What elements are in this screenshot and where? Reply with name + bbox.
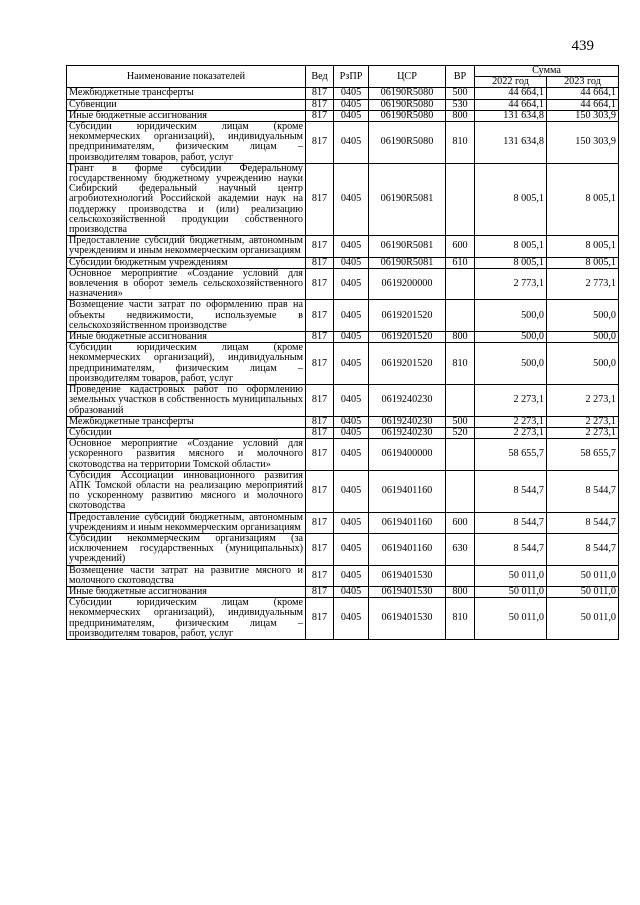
table-row: [67, 332, 619, 343]
cell-sum-2023: 8 005,1: [547, 236, 619, 257]
cell-csr: 0619400000: [369, 439, 446, 471]
cell-rzpr: 0405: [334, 110, 369, 121]
cell-sum-2023: 150 303,9: [547, 110, 619, 121]
cell-ved: 817: [306, 598, 334, 640]
cell-vr: 810: [446, 122, 475, 164]
cell-name: Межбюджетные трансферты: [67, 88, 306, 99]
cell-name: Проведение кадастровых работ по оформлению земельных участков в собственность муниципальных образований: [67, 385, 306, 417]
cell-sum-2022: 50 011,0: [475, 565, 547, 586]
cell-name: Субвенции: [67, 99, 306, 110]
cell-sum-2023: 500,0: [547, 343, 619, 385]
cell-sum-2022: 8 544,7: [475, 470, 547, 512]
cell-vr: [446, 439, 475, 471]
cell-name: Предоставление субсидий бюджетным, автономным учреждениям и иным некоммерческим организациям: [67, 512, 306, 533]
cell-vr: [446, 385, 475, 417]
table-row: [67, 163, 619, 235]
cell-name: Основное мероприятие «Создание условий для вовлечения в оборот земель сельскохозяйственного назначения»: [67, 268, 306, 300]
header-rzpr: РзПР: [334, 66, 369, 88]
cell-csr: 06190R5081: [369, 257, 446, 268]
cell-rzpr: 0405: [334, 236, 369, 257]
cell-vr: [446, 300, 475, 332]
table-row: [67, 110, 619, 121]
table-header: [67, 66, 619, 88]
cell-name: Субсидия Ассоциации инновационного развития АПК Томской области на реализацию мероприятий по ускоренному развитию мясного и молочного скотоводства: [67, 470, 306, 512]
cell-sum-2023: 500,0: [547, 300, 619, 332]
cell-csr: 0619401160: [369, 470, 446, 512]
cell-name: Субсидии бюджетным учреждениям: [67, 257, 306, 268]
cell-csr: 0619201520: [369, 300, 446, 332]
cell-rzpr: 0405: [334, 512, 369, 533]
cell-csr: 0619401530: [369, 598, 446, 640]
cell-ved: 817: [306, 565, 334, 586]
table-row: [67, 586, 619, 597]
table-row: [67, 598, 619, 640]
cell-vr: 500: [446, 88, 475, 99]
cell-vr: 810: [446, 598, 475, 640]
cell-rzpr: 0405: [334, 268, 369, 300]
cell-rzpr: 0405: [334, 439, 369, 471]
cell-vr: 630: [446, 533, 475, 565]
cell-vr: 800: [446, 332, 475, 343]
table-row: [67, 416, 619, 427]
cell-ved: 817: [306, 122, 334, 164]
table-row: [67, 122, 619, 164]
cell-vr: 530: [446, 99, 475, 110]
table-row: [67, 300, 619, 332]
cell-ved: 817: [306, 427, 334, 438]
cell-sum-2022: 8 544,7: [475, 512, 547, 533]
cell-csr: 0619240230: [369, 416, 446, 427]
table-row: [67, 427, 619, 438]
cell-sum-2022: 50 011,0: [475, 598, 547, 640]
cell-sum-2023: 44 664,1: [547, 88, 619, 99]
cell-name: Субсидии юридическим лицам (кроме некоммерческих организаций), индивидуальным предпринимателям, физическим лицам – производителям товаров, работ, услуг: [67, 598, 306, 640]
cell-sum-2022: 44 664,1: [475, 88, 547, 99]
cell-name: Субсидии юридическим лицам (кроме некоммерческих организаций), индивидуальным предпринимателям, физическим лицам – производителям товаров, работ, услуг: [67, 122, 306, 164]
cell-ved: 817: [306, 99, 334, 110]
cell-vr: 500: [446, 416, 475, 427]
cell-vr: 810: [446, 343, 475, 385]
cell-ved: 817: [306, 385, 334, 417]
cell-ved: 817: [306, 163, 334, 235]
cell-sum-2023: 8 544,7: [547, 512, 619, 533]
cell-rzpr: 0405: [334, 99, 369, 110]
cell-vr: 800: [446, 586, 475, 597]
cell-rzpr: 0405: [334, 332, 369, 343]
header-vr: ВР: [446, 66, 475, 88]
cell-rzpr: 0405: [334, 586, 369, 597]
cell-csr: 0619401160: [369, 512, 446, 533]
cell-vr: 610: [446, 257, 475, 268]
cell-ved: 817: [306, 439, 334, 471]
cell-sum-2022: 500,0: [475, 300, 547, 332]
cell-sum-2023: 8 005,1: [547, 163, 619, 235]
table-row: [67, 257, 619, 268]
cell-rzpr: 0405: [334, 163, 369, 235]
cell-sum-2023: 2 273,1: [547, 416, 619, 427]
table-row: [67, 88, 619, 99]
cell-sum-2023: 50 011,0: [547, 586, 619, 597]
cell-name: Субсидии юридическим лицам (кроме некоммерческих организаций), индивидуальным предпринимателям, физическим лицам – производителям товаров, работ, услуг: [67, 343, 306, 385]
cell-ved: 817: [306, 332, 334, 343]
cell-csr: 0619201520: [369, 332, 446, 343]
cell-ved: 817: [306, 533, 334, 565]
cell-vr: [446, 268, 475, 300]
cell-sum-2022: 2 273,1: [475, 416, 547, 427]
table-row: [67, 470, 619, 512]
table-row: [67, 512, 619, 533]
cell-vr: [446, 470, 475, 512]
cell-rzpr: 0405: [334, 470, 369, 512]
cell-name: Предоставление субсидий бюджетным, автономным учреждениям и иным некоммерческим организациям: [67, 236, 306, 257]
cell-csr: 06190R5081: [369, 236, 446, 257]
cell-sum-2023: 50 011,0: [547, 598, 619, 640]
cell-name: Возмещение части затрат по оформлению прав на объекты недвижимости, используемые в сельскохозяйственном производстве: [67, 300, 306, 332]
cell-ved: 817: [306, 470, 334, 512]
cell-vr: 600: [446, 236, 475, 257]
cell-ved: 817: [306, 257, 334, 268]
cell-name: Субсидии: [67, 427, 306, 438]
cell-sum-2023: 44 664,1: [547, 99, 619, 110]
cell-name: Межбюджетные трансферты: [67, 416, 306, 427]
cell-csr: 06190R5080: [369, 122, 446, 164]
table-row: [67, 236, 619, 257]
cell-sum-2022: 58 655,7: [475, 439, 547, 471]
cell-ved: 817: [306, 88, 334, 99]
cell-name: Субсидии некоммерческим организациям (за исключением государственных (муниципальных) учреждений): [67, 533, 306, 565]
cell-vr: 600: [446, 512, 475, 533]
cell-rzpr: 0405: [334, 533, 369, 565]
cell-csr: 0619401530: [369, 565, 446, 586]
cell-ved: 817: [306, 586, 334, 597]
header-year-2023: 2023 год: [547, 77, 619, 88]
cell-vr: [446, 163, 475, 235]
header-ved: Вед: [306, 66, 334, 88]
cell-sum-2023: 8 544,7: [547, 533, 619, 565]
table-row: [67, 343, 619, 385]
cell-ved: 817: [306, 512, 334, 533]
cell-rzpr: 0405: [334, 416, 369, 427]
cell-rzpr: 0405: [334, 88, 369, 99]
table-row: [67, 99, 619, 110]
cell-vr: 520: [446, 427, 475, 438]
cell-sum-2022: 131 634,8: [475, 110, 547, 121]
cell-name: Иные бюджетные ассигнования: [67, 586, 306, 597]
header-sum: Сумма: [475, 66, 619, 77]
cell-sum-2023: 2 773,1: [547, 268, 619, 300]
cell-sum-2022: 131 634,8: [475, 122, 547, 164]
cell-sum-2022: 44 664,1: [475, 99, 547, 110]
cell-sum-2023: 2 273,1: [547, 385, 619, 417]
table-row: [67, 268, 619, 300]
cell-rzpr: 0405: [334, 385, 369, 417]
table-row: [67, 439, 619, 471]
cell-sum-2022: 8 005,1: [475, 236, 547, 257]
table-row: [67, 565, 619, 586]
cell-ved: 817: [306, 343, 334, 385]
cell-sum-2023: 150 303,9: [547, 122, 619, 164]
cell-ved: 817: [306, 300, 334, 332]
cell-vr: 800: [446, 110, 475, 121]
cell-ved: 817: [306, 268, 334, 300]
cell-sum-2022: 500,0: [475, 332, 547, 343]
cell-csr: 0619200000: [369, 268, 446, 300]
cell-sum-2022: 2 773,1: [475, 268, 547, 300]
cell-name: Основное мероприятие «Создание условий для ускоренного развития мясного и молочного скотоводства на территории Томской области»: [67, 439, 306, 471]
cell-sum-2023: 500,0: [547, 332, 619, 343]
cell-sum-2022: 8 005,1: [475, 163, 547, 235]
cell-name: Грант в форме субсидии Федеральному государственному бюджетному учреждению науки Сибирский федеральный научный центр агробиотехнологий Российской академии наук на поддержку производства и (или) реализацию сельскохозяйственной продукции собственного производства: [67, 163, 306, 235]
header-year-2022: 2022 год: [475, 77, 547, 88]
page-number: 439: [571, 38, 594, 54]
cell-csr: 0619201520: [369, 343, 446, 385]
cell-ved: 817: [306, 110, 334, 121]
cell-rzpr: 0405: [334, 598, 369, 640]
cell-ved: 817: [306, 236, 334, 257]
cell-name: Иные бюджетные ассигнования: [67, 332, 306, 343]
cell-rzpr: 0405: [334, 300, 369, 332]
cell-rzpr: 0405: [334, 257, 369, 268]
cell-sum-2023: 2 273,1: [547, 427, 619, 438]
cell-sum-2022: 2 273,1: [475, 385, 547, 417]
cell-sum-2023: 58 655,7: [547, 439, 619, 471]
table-body: [67, 88, 619, 640]
cell-csr: 0619240230: [369, 385, 446, 417]
cell-name: Иные бюджетные ассигнования: [67, 110, 306, 121]
cell-sum-2022: 8 005,1: [475, 257, 547, 268]
cell-csr: 0619401160: [369, 533, 446, 565]
cell-sum-2022: 2 273,1: [475, 427, 547, 438]
cell-ved: 817: [306, 416, 334, 427]
cell-rzpr: 0405: [334, 565, 369, 586]
cell-csr: 06190R5081: [369, 163, 446, 235]
cell-rzpr: 0405: [334, 343, 369, 385]
cell-rzpr: 0405: [334, 122, 369, 164]
cell-sum-2023: 8 005,1: [547, 257, 619, 268]
cell-csr: 06190R5080: [369, 110, 446, 121]
cell-sum-2023: 8 544,7: [547, 470, 619, 512]
cell-csr: 0619240230: [369, 427, 446, 438]
cell-sum-2022: 8 544,7: [475, 533, 547, 565]
cell-vr: [446, 565, 475, 586]
header-name: Наименование показателей: [67, 66, 306, 88]
cell-csr: 06190R5080: [369, 99, 446, 110]
cell-csr: 06190R5080: [369, 88, 446, 99]
table-row: [67, 385, 619, 417]
cell-csr: 0619401530: [369, 586, 446, 597]
cell-rzpr: 0405: [334, 427, 369, 438]
cell-sum-2022: 500,0: [475, 343, 547, 385]
header-csr: ЦСР: [369, 66, 446, 88]
cell-name: Возмещение части затрат на развитие мясного и молочного скотоводства: [67, 565, 306, 586]
table-row: [67, 533, 619, 565]
cell-sum-2022: 50 011,0: [475, 586, 547, 597]
budget-table: [66, 65, 619, 640]
cell-sum-2023: 50 011,0: [547, 565, 619, 586]
